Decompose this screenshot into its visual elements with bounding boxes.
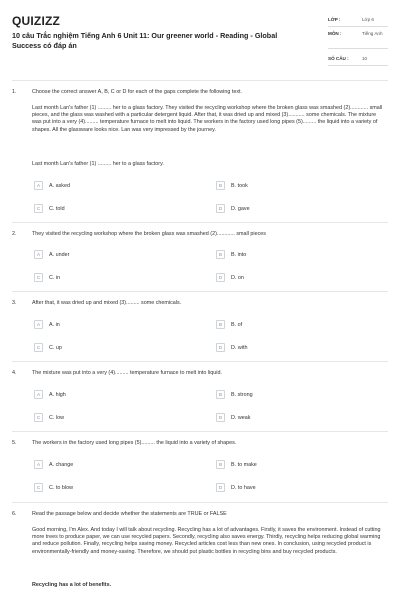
option-text: B. strong	[231, 391, 253, 398]
option-letter-box: B	[216, 250, 225, 259]
question-number: 2.	[12, 231, 17, 237]
reading-passage: Last month Lan's father (1) ......... her to a glass factory. They visited the recycling workshop where the broken glass was smashed (2)............ small pieces, and the glass was washed with a particular detergent liquid. After that, it was dried up and mixed (3)........... some chemicals. The mixture was put into a very (4)......... temperature furnace to melt into liquid. The workers in the factory used long pipes (5)......... the liquid into a variety of shapes. All the glassware looks nice. Lan was very impressed by the journey.	[32, 105, 383, 133]
divider	[328, 26, 388, 27]
question-stem: They visited the recycling workshop where the broken glass was smashed (2)............ small pieces	[32, 231, 266, 237]
option-text: C. low	[49, 414, 64, 421]
option-letter-box: D	[216, 343, 225, 352]
option-text: A. asked	[49, 182, 70, 189]
option-text: B. to make	[231, 461, 257, 468]
option-letter-box: C	[34, 483, 43, 492]
option-text: B. of	[231, 321, 243, 328]
option-text: D. weak	[231, 414, 251, 421]
option-text: A. in	[49, 321, 60, 328]
option-a[interactable]	[34, 181, 154, 191]
option-b[interactable]	[216, 390, 336, 400]
option-a[interactable]	[34, 320, 154, 330]
option-letter-box: D	[216, 273, 225, 282]
subject-label: MÔN :	[328, 31, 342, 36]
option-letter-box: A	[34, 250, 43, 259]
question-divider	[12, 291, 388, 292]
divider	[328, 48, 388, 49]
option-text: B. into	[231, 251, 247, 258]
option-letter-box: B	[216, 460, 225, 469]
option-d[interactable]	[216, 343, 336, 353]
question-number: 1.	[12, 89, 17, 95]
question-divider	[12, 222, 388, 223]
option-c[interactable]	[34, 483, 154, 493]
question-number: 5.	[12, 440, 17, 446]
option-text: C. in	[49, 274, 61, 281]
option-a[interactable]	[34, 460, 154, 470]
option-letter-box: D	[216, 483, 225, 492]
option-text: B. took	[231, 182, 248, 189]
option-b[interactable]	[216, 460, 336, 470]
option-letter-box: A	[34, 390, 43, 399]
option-text: C. to blow	[49, 484, 73, 491]
option-text: C. up	[49, 344, 62, 351]
option-a[interactable]	[34, 390, 154, 400]
option-c[interactable]	[34, 273, 154, 283]
option-letter-box: D	[216, 204, 225, 213]
question-divider	[12, 431, 388, 432]
question-divider	[12, 502, 388, 503]
question-stem: The mixture was put into a very (4)......... temperature furnace to melt into liquid.	[32, 370, 222, 376]
count-value: 10	[362, 56, 368, 61]
option-c[interactable]	[34, 343, 154, 353]
option-b[interactable]	[216, 250, 336, 260]
option-text: D. gave	[231, 205, 250, 212]
question-stem: After that, it was dried up and mixed (3)......... some chemicals.	[32, 300, 182, 306]
option-text: A. under	[49, 251, 70, 258]
option-d[interactable]	[216, 204, 336, 214]
class-value: Lớp 6	[362, 17, 374, 22]
option-b[interactable]	[216, 320, 336, 330]
option-c[interactable]	[34, 413, 154, 423]
option-letter-box: A	[34, 181, 43, 190]
option-text: C. told	[49, 205, 65, 212]
question-stem: The workers in the factory used long pipes (5)......... the liquid into a variety of shapes.	[32, 440, 237, 446]
option-text: D. on	[231, 274, 244, 281]
option-text: D. with	[231, 344, 248, 351]
page-header	[0, 0, 400, 78]
question-stem: Last month Lan's father (1) ......... her to a glass factory.	[32, 161, 164, 167]
question-number: 3.	[12, 300, 17, 306]
option-letter-box: C	[34, 343, 43, 352]
option-letter-box: C	[34, 413, 43, 422]
option-text: D. to have	[231, 484, 256, 491]
option-letter-box: A	[34, 320, 43, 329]
option-a[interactable]	[34, 250, 154, 260]
option-letter-box: A	[34, 460, 43, 469]
option-d[interactable]	[216, 273, 336, 283]
option-letter-box: B	[216, 320, 225, 329]
option-letter-box: B	[216, 181, 225, 190]
quizizz-logo: QUIZIZZ	[12, 14, 61, 28]
class-label: LỚP :	[328, 17, 341, 22]
question-number: 6.	[12, 511, 17, 517]
question-number: 4.	[12, 370, 17, 376]
option-c[interactable]	[34, 204, 154, 214]
question-instruction: Read the passage below and decide whether the statements are TRUE or FALSE	[32, 511, 227, 517]
option-letter-box: D	[216, 413, 225, 422]
reading-passage: Good morning, I'm Alex. And today I will talk about recycling. Recycling has a lot of advantages. Firstly, it saves the environment. Instead of cutting more trees to produce paper, we can use recycled papers. Secondly, recycling also saves energy. Thirdly, recycling helps reducing global warming and reduce pollution. Finally, recycling helps saving money. Recycled articles cost less than new ones. In conclusion, using recycled product is environmentally-friendly and money-saving. Therefore, we should put plastic bottles in recycling bins and buy recycled products.	[32, 527, 381, 555]
count-label: SỐ CÂU :	[328, 56, 349, 61]
option-d[interactable]	[216, 483, 336, 493]
question-stem: Recycling has a lot of benefits.	[32, 582, 112, 588]
option-letter-box: C	[34, 204, 43, 213]
divider	[328, 65, 388, 66]
subject-value: Tiếng Anh	[362, 31, 383, 36]
question-instruction: Choose the correct answer A, B, C or D for each of the gaps complete the following text.	[32, 89, 243, 95]
option-text: A. change	[49, 461, 74, 468]
quiz-title: 10 câu Trắc nghiệm Tiếng Anh 6 Unit 11: Our greener world - Reading - Global Success có đáp án	[12, 31, 278, 50]
option-letter-box: B	[216, 390, 225, 399]
option-b[interactable]	[216, 181, 336, 191]
question-divider	[12, 361, 388, 362]
option-d[interactable]	[216, 413, 336, 423]
option-text: A. high	[49, 391, 66, 398]
header-divider	[12, 80, 388, 81]
option-letter-box: C	[34, 273, 43, 282]
